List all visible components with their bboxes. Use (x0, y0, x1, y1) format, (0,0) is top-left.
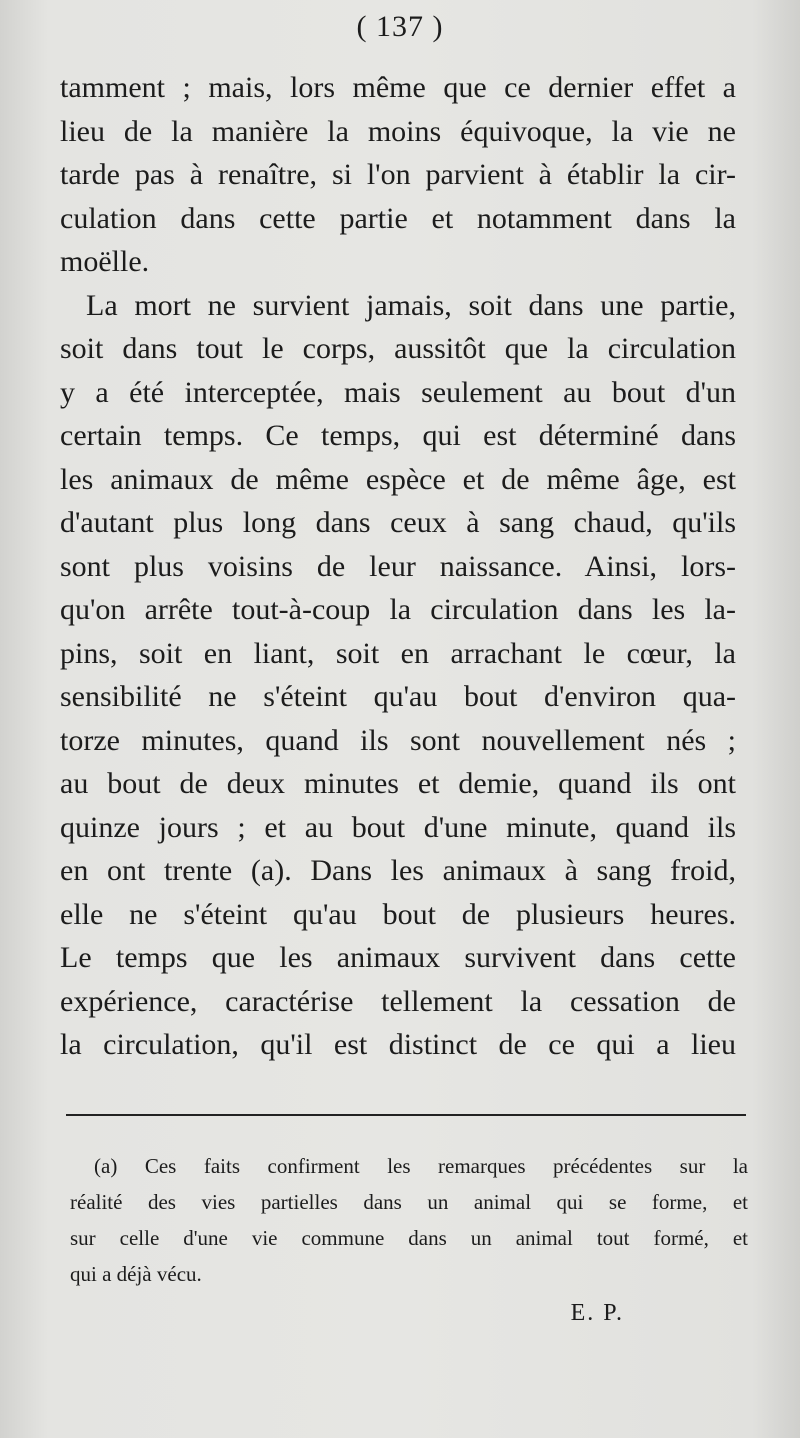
text-line: d'autant plus long dans ceux à sang chaud, qu'ils (60, 506, 736, 539)
text-line: quinze jours ; et au bout d'une minute, quand ils (60, 810, 736, 844)
text-line: certain temps. Ce temps, qui est déterminé dans (60, 419, 736, 452)
text-line: qu'on arrête tout-à-coup la circulation dans les la- (60, 593, 736, 626)
footnote-divider (66, 1114, 746, 1116)
main-text (60, 66, 736, 1067)
page-number: ( 137 ) (356, 10, 444, 43)
footnote-line: qui a déjà vécu. (70, 1262, 202, 1286)
text-line: lieu de la manière la moins équivoque, la vie ne (60, 114, 736, 148)
text-line: culation dans cette partie et notamment dans la (60, 201, 736, 235)
text-line: pins, soit en liant, soit en arrachant le cœur, la (60, 636, 736, 670)
footnote-line: réalité des vies partielles dans un animal qui se forme, et (70, 1190, 748, 1214)
text-line: elle ne s'éteint qu'au bout de plusieurs heures. (60, 897, 736, 931)
text-line: au bout de deux minutes et demie, quand ils ont (60, 767, 736, 800)
text-line: La mort ne survient jamais, soit dans une partie, (86, 288, 736, 322)
text-line: sensibilité ne s'éteint qu'au bout d'environ qua- (60, 680, 736, 713)
text-line: moëlle. (60, 245, 150, 278)
footnote-line: sur celle d'une vie commune dans un animal tout formé, et (70, 1226, 748, 1250)
text-line: soit dans tout le corps, aussitôt que la circulation (60, 332, 736, 365)
text-line: tamment ; mais, lors même que ce dernier effet a (60, 71, 736, 104)
footnote (70, 1148, 748, 1292)
text-line: la circulation, qu'il est distinct de ce qui a lieu (60, 1028, 736, 1061)
text-line: en ont trente (a). Dans les animaux à sang froid, (60, 854, 736, 887)
footnote-signature: E. P. (570, 1300, 624, 1326)
text-line: y a été interceptée, mais seulement au bout d'un (60, 375, 736, 409)
footnote-line: (a) Ces faits confirment les remarques précédentes sur la (94, 1154, 748, 1178)
text-line: les animaux de même espèce et de même âge, est (60, 462, 736, 496)
text-line: expérience, caractérise tellement la cessation de (60, 984, 736, 1018)
text-line: sont plus voisins de leur naissance. Ainsi, lors- (60, 549, 736, 583)
text-line: torze minutes, quand ils sont nouvellement nés ; (60, 723, 736, 757)
text-line: tarde pas à renaître, si l'on parvient à établir la cir- (60, 158, 736, 191)
text-line: Le temps que les animaux survivent dans cette (60, 941, 736, 974)
